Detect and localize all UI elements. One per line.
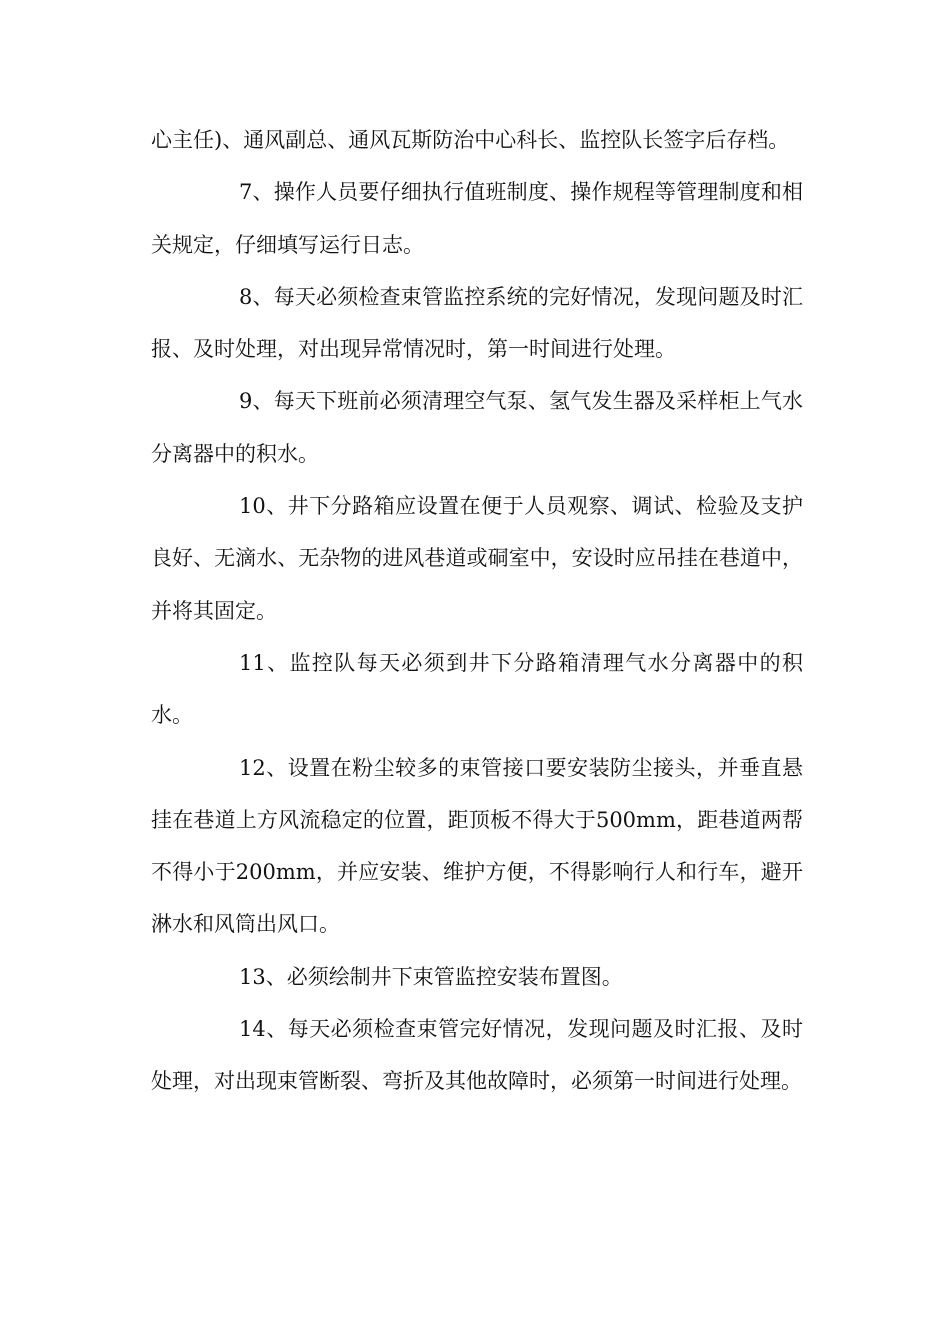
paragraph-item-13: 13、必须绘制井下束管监控安装布置图。 (239, 964, 623, 989)
paragraph-continuation: 心主任)、通风副总、通风瓦斯防治中心科长、监控队长签字后存档。 (151, 128, 790, 152)
paragraph-item-9: 9、每天下班前必须清理空气泵、氢气发生器及采样柜上气水分离器中的积水。 (151, 389, 803, 466)
document-body (151, 114, 803, 1108)
paragraph-item-10: 10、井下分路箱应设置在便于人员观察、调试、检验及支护良好、无滴水、无杂物的进风巷道或硐室中，安设时应吊挂在巷道中，并将其固定。 (151, 494, 803, 623)
paragraph-item-7: 7、操作人员要仔细执行值班制度、操作规程等管理制度和相关规定，仔细填写运行日志。 (151, 180, 803, 257)
paragraph-item-12: 12、设置在粉尘较多的束管接口要安装防尘接头，并垂直悬挂在巷道上方风流稳定的位置，距顶板不得大于500mm，距巷道两帮不得小于200mm，并应安装、维护方便，不得影响行人和行车，避开淋水和风筒出风口。 (151, 755, 803, 937)
paragraph-item-14: 14、每天必须检查束管完好情况，发现问题及时汇报、及时处理，对出现束管断裂、弯折及其他故障时，必须第一时间进行处理。 (151, 1017, 803, 1094)
paragraph-item-11: 11、监控队每天必须到井下分路箱清理气水分离器中的积水。 (151, 650, 803, 728)
paragraph-item-8: 8、每天必须检查束管监控系统的完好情况，发现问题及时汇报、及时处理，对出现异常情况时，第一时间进行处理。 (151, 284, 803, 362)
